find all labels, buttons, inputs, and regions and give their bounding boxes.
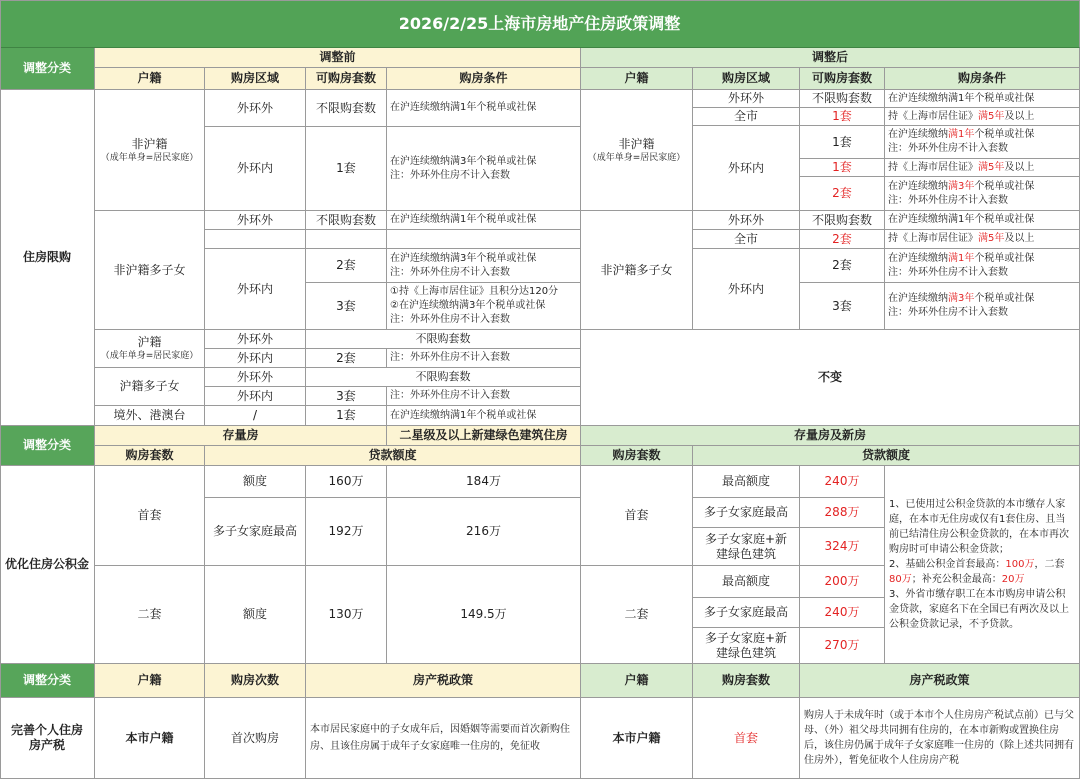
- after-cond-3y-block-2: [885, 283, 1080, 330]
- permit-pre: 持《上海市居住证》: [888, 110, 978, 122]
- tax-first-time: 首次购房: [205, 698, 306, 779]
- after-note-outer-2: 注：外环外住房不计入套数: [888, 194, 1008, 206]
- cond-120-block: [387, 283, 581, 330]
- after-count-1c: 1套: [800, 159, 885, 177]
- tax-local: 本市户籍: [95, 698, 205, 779]
- section-limit: 住房限购: [0, 90, 95, 426]
- after-note-outer-1: 注：外环外住房不计入套数: [888, 143, 1008, 154]
- tax-before-policy: 本市居民家庭中的子女成年后，因婚姻等需要而首次新购住房、且该住房属于成年子女家庭唯一住房的，免征收: [306, 698, 581, 779]
- fund-after-multi-label: 多子女家庭最高: [693, 498, 800, 528]
- col-huji: 户籍: [95, 68, 205, 90]
- fund-first-stock: 160万: [306, 466, 387, 498]
- tax-col-huji: 户籍: [95, 664, 205, 698]
- fund-note3: 3、外省市缴存职工在本市购房申请公积金贷款，家庭名下在全国已有两次及以上公积金贷款记录，不予贷款。: [889, 589, 1069, 630]
- empty-cell: [306, 230, 387, 249]
- tax-col-policy: 房产税政策: [306, 664, 581, 698]
- section-fund: 优化住房公积金: [0, 466, 95, 664]
- cond-post: 个税单或社保: [974, 129, 1035, 140]
- cond-1y-3: 在沪连续缴纳满1年个税单或社保: [387, 406, 581, 426]
- red-1y: 满1年: [948, 252, 975, 264]
- count-two: 2套: [306, 249, 387, 283]
- after-count-3: 3套: [800, 283, 885, 330]
- fund-first-multi-green: 216万: [387, 498, 581, 566]
- fund-stock-new-header: 存量房及新房: [581, 426, 1080, 446]
- count-unlimited: 不限购套数: [306, 90, 387, 127]
- after-area-all: 全市: [693, 108, 800, 126]
- fund-multi-label: 多子女家庭最高: [205, 498, 306, 566]
- cond-pre: 在沪连续缴纳: [888, 252, 948, 264]
- section-tax: 完善个人住房房产税: [0, 698, 95, 779]
- count-three: 3套: [306, 283, 387, 330]
- cond-3y-block: [387, 127, 581, 211]
- permit-post: 及以上: [1004, 161, 1035, 173]
- area-inner-4: 外环内: [205, 387, 306, 406]
- red-3y: 满3年: [948, 293, 975, 304]
- fund-after-second-multi-green: 270万: [800, 628, 885, 664]
- fund-note1: 1、已使用过公积金贷款的本市缴存人家庭，在本市无住房或仅有1套住房、且当前已结清住房公积金贷款的，在本市再次购房时可申请公积金贷款；: [889, 499, 1069, 555]
- after-cond-1y-block-2: [885, 249, 1080, 283]
- cond-3y: 在沪连续缴纳满3年个税单或社保: [390, 155, 537, 167]
- fund-second-stock: 130万: [306, 566, 387, 664]
- note-outer-3: 注：外环外住房不计入套数: [390, 314, 510, 325]
- fund-after-first-multi-green: 324万: [800, 528, 885, 566]
- tax-col-policy-after: 房产税政策: [800, 664, 1080, 698]
- fund-first-multi-stock: 192万: [306, 498, 387, 566]
- huji-non-sh-multi: 非沪籍多子女: [95, 211, 205, 330]
- tax-col-huji-after: 户籍: [581, 664, 693, 698]
- fund-stock-header: 存量房: [95, 426, 387, 446]
- after-count-1b: 1套: [800, 126, 885, 159]
- after-area-all-2: 全市: [693, 230, 800, 249]
- huji-sh: [95, 330, 205, 368]
- after-cond-outer: 在沪连续缴纳满1年个税单或社保: [885, 90, 1080, 108]
- fund-after-max-label-2: 最高额度: [693, 566, 800, 598]
- fund-col-purchase-count: 购房套数: [95, 446, 205, 466]
- note2-v2: 80万: [889, 574, 912, 585]
- area-inner-2: 外环内: [205, 249, 306, 330]
- after-note-outer-4: 注：外环外住房不计入套数: [888, 307, 1008, 318]
- col-cond-after: 购房条件: [885, 68, 1080, 90]
- huji-overseas: 境外、港澳台: [95, 406, 205, 426]
- after-cond-permit-c: [885, 230, 1080, 249]
- after-cond-3y-line: [888, 180, 1034, 194]
- fund-second: 二套: [95, 566, 205, 664]
- fund-first-green: 184万: [387, 466, 581, 498]
- fund-after-second-max: 200万: [800, 566, 885, 598]
- permit-post: 及以上: [1004, 110, 1035, 122]
- note2-v3: 20万: [1001, 574, 1025, 585]
- after-header: 调整后: [581, 48, 1080, 68]
- cond-120b: ②在沪连续缴纳满3年个税单或社保: [390, 300, 546, 311]
- cond-pre: 在沪连续缴纳: [888, 180, 948, 192]
- after-cond-3y-line-2: [888, 292, 1034, 306]
- after-area-outer-2: 外环外: [693, 211, 800, 230]
- permit-pre: 持《上海市居住证》: [888, 233, 978, 244]
- cond-1y-2: 在沪连续缴纳满1年个税单或社保: [387, 211, 581, 230]
- fund-after-first-multi: 288万: [800, 498, 885, 528]
- huji-non-sh-label: 非沪籍: [131, 136, 168, 151]
- after-area-inner: 外环内: [693, 126, 800, 211]
- fund-first: 首套: [95, 466, 205, 566]
- cond-pre: 在沪连续缴纳: [888, 293, 948, 304]
- after-cond-1y-line-2: [888, 252, 1034, 266]
- after-count-unlimited: 不限购套数: [800, 90, 885, 108]
- red-3y: 满3年: [948, 180, 975, 192]
- area-outer-4: 外环外: [205, 368, 306, 387]
- before-header: 调整前: [95, 48, 581, 68]
- area-outer-2: 外环外: [205, 211, 306, 230]
- after-cond-outer-2: 在沪连续缴纳满1年个税单或社保: [885, 211, 1080, 230]
- after-count-2a: 2套: [800, 177, 885, 211]
- after-count-2c: 2套: [800, 249, 885, 283]
- fund-after-multi-green-label-2: 多子女家庭+新建绿色建筑: [693, 628, 800, 664]
- empty-cell: [205, 230, 306, 249]
- col-huji-after: 户籍: [581, 68, 693, 90]
- note2-mid: ，二套: [1034, 559, 1065, 570]
- after-huji-non-sh-note: （成年单身=居民家庭）: [587, 152, 686, 163]
- red-1y: 满1年: [948, 129, 975, 140]
- fund-after-first: 首套: [581, 466, 693, 566]
- cond-120a: ①持《上海市居住证》且积分达120分: [390, 286, 559, 297]
- fund-after-multi-label-2: 多子女家庭最高: [693, 598, 800, 628]
- fund-col-loan: 贷款额度: [205, 446, 581, 466]
- category-header: 调整分类: [0, 48, 95, 90]
- after-cond-1y-block: [885, 126, 1080, 159]
- after-cond-permit-b: [885, 159, 1080, 177]
- col-area-after: 购房区域: [693, 68, 800, 90]
- after-cond-3y-block: [885, 177, 1080, 211]
- cond-post: 个税单或社保: [974, 293, 1035, 304]
- empty-cell: [387, 230, 581, 249]
- after-count-1a: 1套: [800, 108, 885, 126]
- permit-post: 及以上: [1004, 233, 1035, 244]
- fund-after-second-multi: 240万: [800, 598, 885, 628]
- after-note-outer-3: 注：外环外住房不计入套数: [888, 266, 1008, 278]
- col-area: 购房区域: [205, 68, 306, 90]
- fund-notes: [885, 466, 1080, 664]
- after-count-2b: 2套: [800, 230, 885, 249]
- note-outer-2: 注：外环外住房不计入套数: [390, 266, 510, 278]
- count-one: 1套: [306, 127, 387, 211]
- note2-pre: 2、基础公积金首套最高：: [889, 559, 1006, 570]
- unlimited-4: 不限购套数: [306, 368, 581, 387]
- fund-col-purchase-count-after: 购房套数: [581, 446, 693, 466]
- count-three-2: 3套: [306, 387, 387, 406]
- col-cond: 购房条件: [387, 68, 581, 90]
- tax-after-policy: 购房人于未成年时（或于本市个人住房房产税试点前）已与父母、（外）祖父母共同拥有住房的，在本市新购或置换住房后，该住房仍属于成年子女家庭唯一住房的（除上述共同拥有住房外），暂免征收个人住房房产税: [800, 698, 1080, 779]
- unchanged-block: 不变: [581, 330, 1080, 426]
- area-slash: /: [205, 406, 306, 426]
- note2-mid2: ；补充公积金最高：: [911, 574, 1002, 585]
- cond-3y-2: 在沪连续缴纳满3年个税单或社保: [390, 252, 537, 264]
- after-cond-permit-a: [885, 108, 1080, 126]
- fund-green-header: 二星级及以上新建绿色建筑住房: [387, 426, 581, 446]
- category-header-2: 调整分类: [0, 426, 95, 466]
- huji-non-sh-note: （成年单身=居民家庭）: [100, 152, 199, 163]
- note-outer-4: 注：外环外住房不计入套数: [387, 349, 581, 368]
- fund-quota-label: 额度: [205, 466, 306, 498]
- tax-local-after: 本市户籍: [581, 698, 693, 779]
- permit-red: 满5年: [978, 110, 1005, 122]
- count-one-2: 1套: [306, 406, 387, 426]
- tax-col-count-after: 购房套数: [693, 664, 800, 698]
- cond-1y: 在沪连续缴纳满1年个税单或社保: [387, 90, 581, 127]
- fund-note2: [889, 559, 1064, 585]
- after-area-inner-2: 外环内: [693, 249, 800, 330]
- page-title: 2026/2/25上海市房地产住房政策调整: [0, 0, 1080, 48]
- unlimited-3: 不限购套数: [306, 330, 581, 349]
- fund-after-max-label: 最高额度: [693, 466, 800, 498]
- permit-red: 满5年: [978, 161, 1005, 173]
- fund-notes-body: [889, 497, 1075, 632]
- after-cond-1y-line: [888, 128, 1034, 142]
- after-huji-non-sh-label: 非沪籍: [618, 136, 655, 151]
- cond-3y-block-2: [387, 249, 581, 283]
- fund-after-second: 二套: [581, 566, 693, 664]
- permit-pre: 持《上海市居住证》: [888, 161, 978, 173]
- after-huji-non-sh-multi: 非沪籍多子女: [581, 211, 693, 330]
- huji-sh-note: （成年单身=居民家庭）: [100, 351, 199, 361]
- fund-col-loan-after: 贷款额度: [693, 446, 1080, 466]
- area-inner-3: 外环内: [205, 349, 306, 368]
- col-count: 可购房套数: [306, 68, 387, 90]
- huji-sh-multi: 沪籍多子女: [95, 368, 205, 406]
- fund-after-multi-green-label: 多子女家庭+新建绿色建筑: [693, 528, 800, 566]
- note2-v1: 100万: [1005, 559, 1035, 570]
- area-outer: 外环外: [205, 90, 306, 127]
- fund-quota-label-2: 额度: [205, 566, 306, 664]
- note-outer-5: 注：外环外住房不计入套数: [387, 387, 581, 406]
- after-count-unlimited-2: 不限购套数: [800, 211, 885, 230]
- after-area-outer: 外环外: [693, 90, 800, 108]
- fund-after-first-max: 240万: [800, 466, 885, 498]
- cond-pre: 在沪连续缴纳: [888, 129, 948, 140]
- huji-non-sh: [95, 90, 205, 211]
- count-two-2: 2套: [306, 349, 387, 368]
- cond-post: 个税单或社保: [974, 252, 1035, 264]
- count-unlimited-2: 不限购套数: [306, 211, 387, 230]
- after-huji-non-sh: [581, 90, 693, 211]
- note-outer: 注：外环外住房不计入套数: [390, 169, 510, 181]
- permit-red: 满5年: [978, 233, 1005, 244]
- huji-sh-label: 沪籍: [137, 335, 162, 349]
- cond-post: 个税单或社保: [974, 180, 1035, 192]
- col-count-after: 可购房套数: [800, 68, 885, 90]
- fund-second-green: 149.5万: [387, 566, 581, 664]
- tax-col-times: 购房次数: [205, 664, 306, 698]
- area-inner: 外环内: [205, 127, 306, 211]
- tax-first-set: 首套: [693, 698, 800, 779]
- area-outer-3: 外环外: [205, 330, 306, 349]
- category-header-3: 调整分类: [0, 664, 95, 698]
